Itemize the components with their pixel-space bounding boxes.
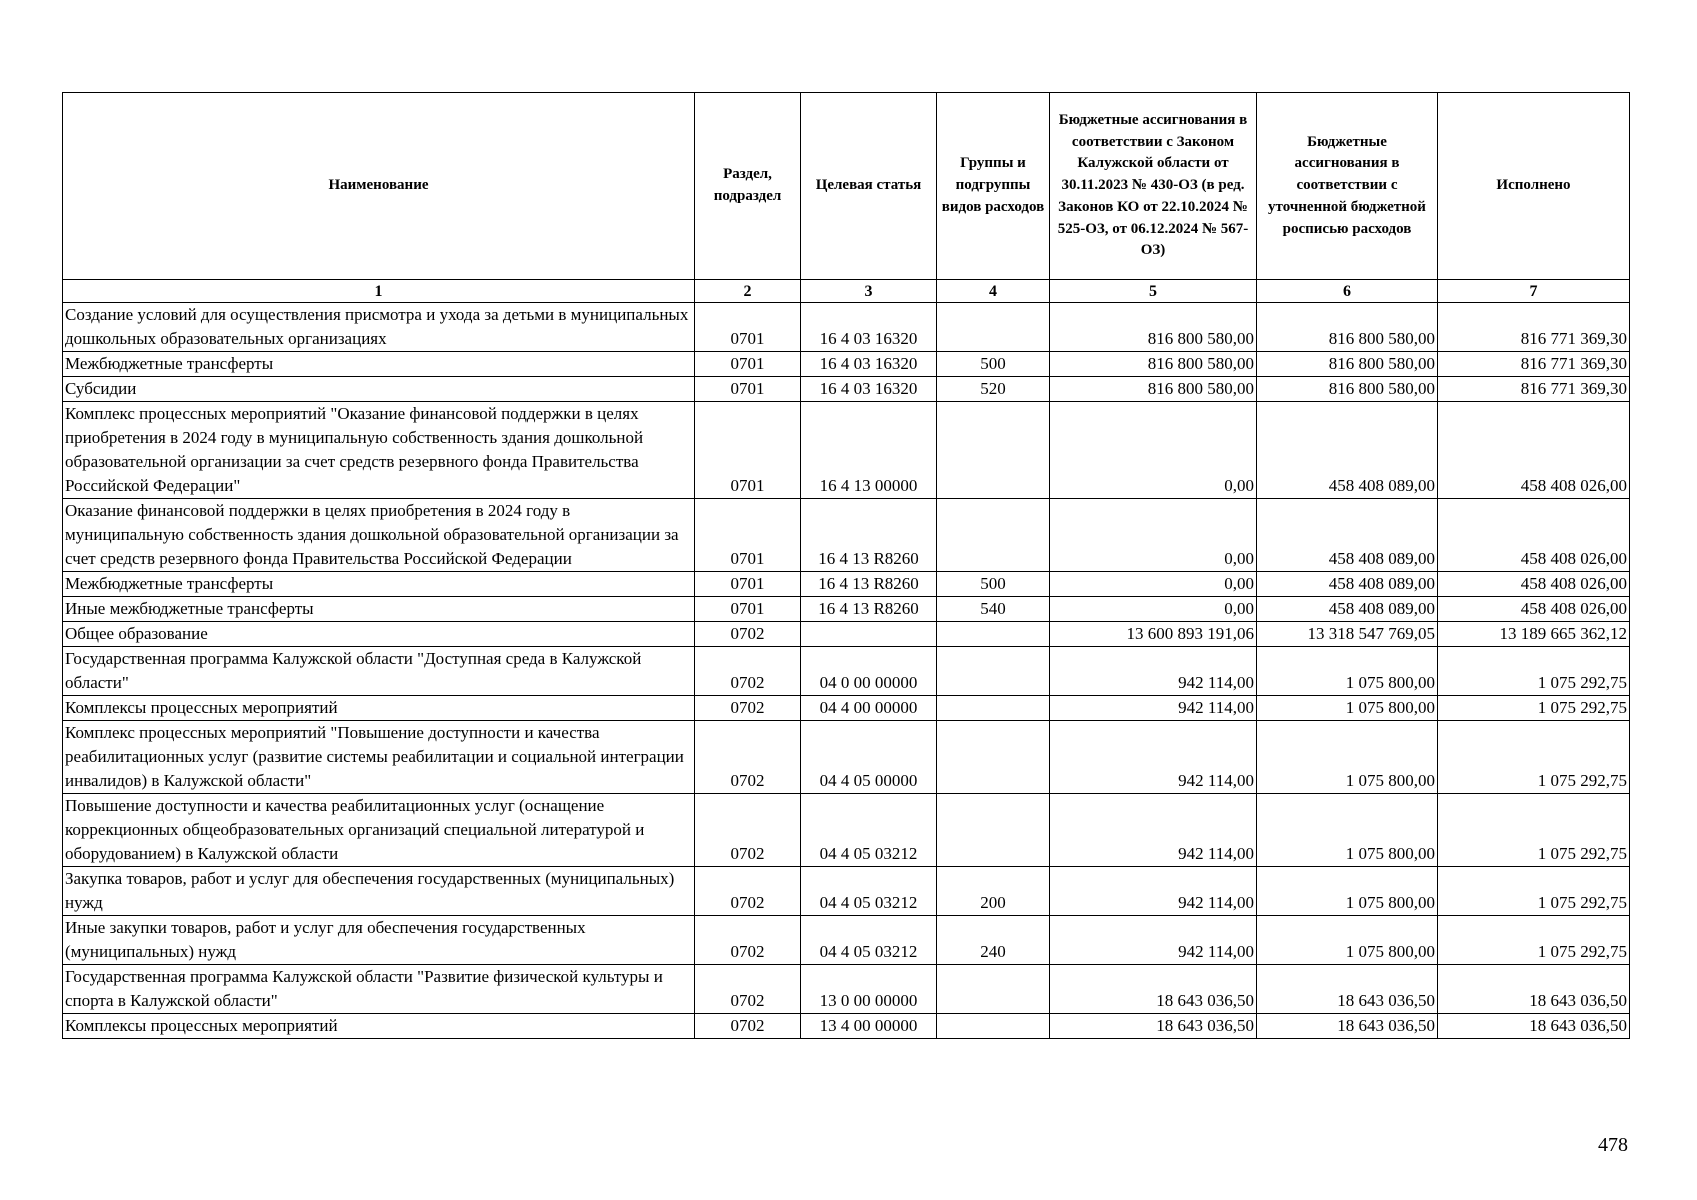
row-section-cell: 0701 <box>695 377 801 402</box>
row-section-cell: 0702 <box>695 696 801 721</box>
table-row <box>63 303 1630 352</box>
row-name-cell: Государственная программа Калужской области "Доступная среда в Калужской области" <box>63 647 695 696</box>
row-refined-allocation-cell: 816 800 580,00 <box>1257 377 1438 402</box>
table-row <box>63 965 1630 1014</box>
header-name: Наименование <box>63 93 695 280</box>
row-refined-allocation-cell: 1 075 800,00 <box>1257 794 1438 867</box>
row-executed-cell: 1 075 292,75 <box>1438 867 1630 916</box>
row-expense-group-cell <box>937 499 1050 572</box>
row-refined-allocation-cell: 458 408 089,00 <box>1257 572 1438 597</box>
row-target-article-cell: 04 4 05 03212 <box>801 916 937 965</box>
row-refined-allocation-cell: 1 075 800,00 <box>1257 696 1438 721</box>
row-target-article-cell <box>801 622 937 647</box>
column-number: 1 <box>63 280 695 303</box>
table-row <box>63 352 1630 377</box>
row-target-article-cell: 16 4 13 R8260 <box>801 597 937 622</box>
header-target-article: Целевая статья <box>801 93 937 280</box>
row-executed-cell: 18 643 036,50 <box>1438 1014 1630 1039</box>
row-target-article-cell: 16 4 03 16320 <box>801 303 937 352</box>
row-refined-allocation-cell: 458 408 089,00 <box>1257 402 1438 499</box>
row-name-cell: Иные межбюджетные трансферты <box>63 597 695 622</box>
row-refined-allocation-cell: 1 075 800,00 <box>1257 867 1438 916</box>
header-section: Раздел, подраздел <box>695 93 801 280</box>
row-section-cell: 0702 <box>695 622 801 647</box>
header-row <box>63 93 1630 280</box>
row-law-allocation-cell: 18 643 036,50 <box>1050 965 1257 1014</box>
row-section-cell: 0702 <box>695 721 801 794</box>
row-target-article-cell: 04 4 00 00000 <box>801 696 937 721</box>
row-section-cell: 0701 <box>695 572 801 597</box>
row-expense-group-cell: 540 <box>937 597 1050 622</box>
row-expense-group-cell <box>937 794 1050 867</box>
row-refined-allocation-cell: 18 643 036,50 <box>1257 1014 1438 1039</box>
row-law-allocation-cell: 942 114,00 <box>1050 794 1257 867</box>
row-expense-group-cell <box>937 303 1050 352</box>
row-expense-group-cell <box>937 1014 1050 1039</box>
row-expense-group-cell <box>937 647 1050 696</box>
row-target-article-cell: 16 4 13 00000 <box>801 402 937 499</box>
table-row <box>63 1014 1630 1039</box>
row-refined-allocation-cell: 816 800 580,00 <box>1257 352 1438 377</box>
row-executed-cell: 1 075 292,75 <box>1438 794 1630 867</box>
table-row <box>63 721 1630 794</box>
header-executed: Исполнено <box>1438 93 1630 280</box>
row-name-cell: Межбюджетные трансферты <box>63 572 695 597</box>
row-law-allocation-cell: 942 114,00 <box>1050 867 1257 916</box>
table-row <box>63 867 1630 916</box>
row-section-cell: 0702 <box>695 965 801 1014</box>
row-target-article-cell: 04 0 00 00000 <box>801 647 937 696</box>
row-law-allocation-cell: 816 800 580,00 <box>1050 377 1257 402</box>
row-executed-cell: 18 643 036,50 <box>1438 965 1630 1014</box>
table-row <box>63 499 1630 572</box>
row-law-allocation-cell: 0,00 <box>1050 402 1257 499</box>
row-name-cell: Субсидии <box>63 377 695 402</box>
column-number: 6 <box>1257 280 1438 303</box>
row-expense-group-cell <box>937 402 1050 499</box>
row-name-cell: Комплекс процессных мероприятий "Оказание финансовой поддержки в целях приобретения в 2024 году в муниципальную собственность здания дошкольной образовательной организации за счет средств резервного фонда Правительства Российской Федерации" <box>63 402 695 499</box>
row-name-cell: Общее образование <box>63 622 695 647</box>
header-refined-allocations: Бюджетные ассигнования в соответствии с уточненной бюджетной росписью расходов <box>1257 93 1438 280</box>
row-name-cell: Закупка товаров, работ и услуг для обеспечения государственных (муниципальных) нужд <box>63 867 695 916</box>
row-name-cell: Иные закупки товаров, работ и услуг для обеспечения государственных (муниципальных) нужд <box>63 916 695 965</box>
row-name-cell: Комплекс процессных мероприятий "Повышение доступности и качества реабилитационных услуг (развитие системы реабилитации и социальной интеграции инвалидов) в Калужской области" <box>63 721 695 794</box>
budget-table <box>62 92 1630 1039</box>
page-number: 478 <box>1598 1134 1628 1156</box>
row-section-cell: 0702 <box>695 647 801 696</box>
row-law-allocation-cell: 0,00 <box>1050 572 1257 597</box>
column-number: 2 <box>695 280 801 303</box>
row-name-cell: Государственная программа Калужской области "Развитие физической культуры и спорта в Калужской области" <box>63 965 695 1014</box>
row-target-article-cell: 16 4 13 R8260 <box>801 572 937 597</box>
row-expense-group-cell <box>937 696 1050 721</box>
row-section-cell: 0702 <box>695 794 801 867</box>
row-law-allocation-cell: 942 114,00 <box>1050 696 1257 721</box>
table-body <box>63 303 1630 1039</box>
row-name-cell: Комплексы процессных мероприятий <box>63 1014 695 1039</box>
row-section-cell: 0701 <box>695 402 801 499</box>
column-number: 7 <box>1438 280 1630 303</box>
row-executed-cell: 816 771 369,30 <box>1438 377 1630 402</box>
row-law-allocation-cell: 816 800 580,00 <box>1050 352 1257 377</box>
row-executed-cell: 458 408 026,00 <box>1438 402 1630 499</box>
row-law-allocation-cell: 13 600 893 191,06 <box>1050 622 1257 647</box>
row-section-cell: 0702 <box>695 916 801 965</box>
row-expense-group-cell <box>937 965 1050 1014</box>
row-refined-allocation-cell: 1 075 800,00 <box>1257 721 1438 794</box>
row-law-allocation-cell: 942 114,00 <box>1050 916 1257 965</box>
row-expense-group-cell: 500 <box>937 572 1050 597</box>
row-section-cell: 0702 <box>695 1014 801 1039</box>
row-section-cell: 0701 <box>695 303 801 352</box>
column-number: 4 <box>937 280 1050 303</box>
table-row <box>63 572 1630 597</box>
row-refined-allocation-cell: 458 408 089,00 <box>1257 597 1438 622</box>
table-row <box>63 597 1630 622</box>
row-section-cell: 0702 <box>695 867 801 916</box>
row-name-cell: Повышение доступности и качества реабилитационных услуг (оснащение коррекционных общеобразовательных организаций специальной литературой и оборудованием) в Калужской области <box>63 794 695 867</box>
row-target-article-cell: 13 4 00 00000 <box>801 1014 937 1039</box>
row-law-allocation-cell: 942 114,00 <box>1050 721 1257 794</box>
row-executed-cell: 1 075 292,75 <box>1438 916 1630 965</box>
row-expense-group-cell <box>937 721 1050 794</box>
row-name-cell: Оказание финансовой поддержки в целях приобретения в 2024 году в муниципальную собственность здания дошкольной образовательной организации за счет средств резервного фонда Правительства Российской Федерации <box>63 499 695 572</box>
table-row <box>63 916 1630 965</box>
row-name-cell: Комплексы процессных мероприятий <box>63 696 695 721</box>
row-section-cell: 0701 <box>695 597 801 622</box>
row-refined-allocation-cell: 816 800 580,00 <box>1257 303 1438 352</box>
row-executed-cell: 458 408 026,00 <box>1438 597 1630 622</box>
row-law-allocation-cell: 942 114,00 <box>1050 647 1257 696</box>
row-target-article-cell: 13 0 00 00000 <box>801 965 937 1014</box>
row-refined-allocation-cell: 1 075 800,00 <box>1257 647 1438 696</box>
row-executed-cell: 1 075 292,75 <box>1438 696 1630 721</box>
column-number: 5 <box>1050 280 1257 303</box>
row-executed-cell: 458 408 026,00 <box>1438 499 1630 572</box>
row-expense-group-cell <box>937 622 1050 647</box>
table-row <box>63 622 1630 647</box>
row-name-cell: Межбюджетные трансферты <box>63 352 695 377</box>
header-law-allocations: Бюджетные ассигнования в соответствии с Законом Калужской области от 30.11.2023 № 430-ОЗ (в ред. Законов КО от 22.10.2024 № 525-ОЗ, от 06.12.2024 № 567-ОЗ) <box>1050 93 1257 280</box>
row-executed-cell: 816 771 369,30 <box>1438 352 1630 377</box>
row-refined-allocation-cell: 13 318 547 769,05 <box>1257 622 1438 647</box>
row-law-allocation-cell: 0,00 <box>1050 597 1257 622</box>
table-row <box>63 696 1630 721</box>
table-row <box>63 647 1630 696</box>
row-target-article-cell: 04 4 05 03212 <box>801 867 937 916</box>
row-executed-cell: 1 075 292,75 <box>1438 647 1630 696</box>
row-executed-cell: 458 408 026,00 <box>1438 572 1630 597</box>
table-row <box>63 794 1630 867</box>
row-target-article-cell: 04 4 05 03212 <box>801 794 937 867</box>
row-section-cell: 0701 <box>695 499 801 572</box>
row-executed-cell: 816 771 369,30 <box>1438 303 1630 352</box>
row-law-allocation-cell: 0,00 <box>1050 499 1257 572</box>
row-expense-group-cell: 520 <box>937 377 1050 402</box>
header-expense-group: Группы и подгруппы видов расходов <box>937 93 1050 280</box>
row-expense-group-cell: 200 <box>937 867 1050 916</box>
row-target-article-cell: 04 4 05 00000 <box>801 721 937 794</box>
table-row <box>63 377 1630 402</box>
row-target-article-cell: 16 4 13 R8260 <box>801 499 937 572</box>
column-number: 3 <box>801 280 937 303</box>
column-number-row <box>63 280 1630 303</box>
row-law-allocation-cell: 18 643 036,50 <box>1050 1014 1257 1039</box>
row-law-allocation-cell: 816 800 580,00 <box>1050 303 1257 352</box>
row-expense-group-cell: 500 <box>937 352 1050 377</box>
row-target-article-cell: 16 4 03 16320 <box>801 352 937 377</box>
row-refined-allocation-cell: 18 643 036,50 <box>1257 965 1438 1014</box>
row-executed-cell: 1 075 292,75 <box>1438 721 1630 794</box>
row-name-cell: Создание условий для осуществления присмотра и ухода за детьми в муниципальных дошкольных образовательных организациях <box>63 303 695 352</box>
row-target-article-cell: 16 4 03 16320 <box>801 377 937 402</box>
row-refined-allocation-cell: 458 408 089,00 <box>1257 499 1438 572</box>
table-row <box>63 402 1630 499</box>
row-section-cell: 0701 <box>695 352 801 377</box>
row-refined-allocation-cell: 1 075 800,00 <box>1257 916 1438 965</box>
row-executed-cell: 13 189 665 362,12 <box>1438 622 1630 647</box>
row-expense-group-cell: 240 <box>937 916 1050 965</box>
